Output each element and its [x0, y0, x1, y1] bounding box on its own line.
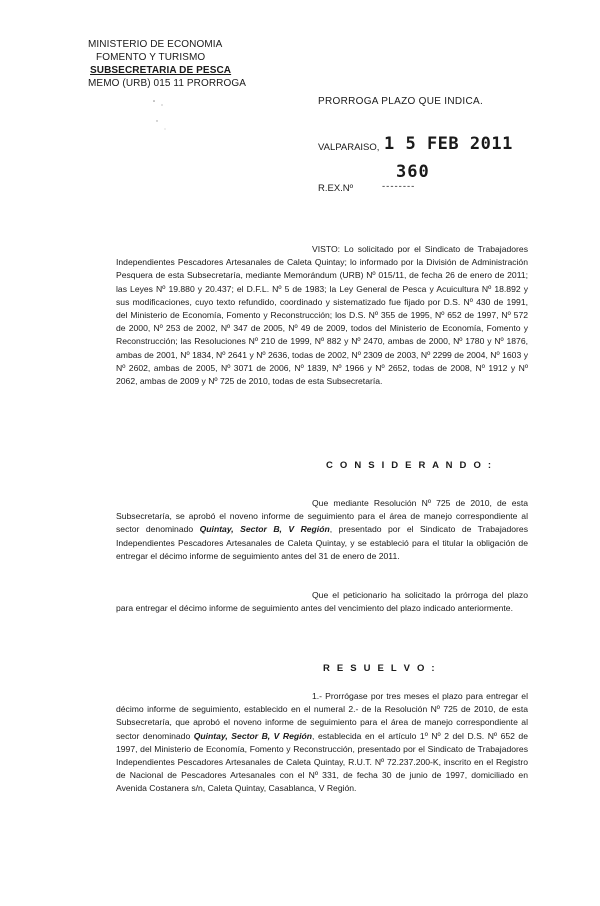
letterhead — [88, 38, 247, 90]
rex-blank-line: -------- — [382, 181, 416, 192]
date-stamp: 1 5 FEB 2011 — [384, 134, 513, 154]
ministry-subtitle: FOMENTO Y TURISMO — [96, 52, 206, 63]
resuelvo-paragraph-1: 1.- Prorrógase por tres meses el plazo para entregar el décimo informe de seguimiento, establecido en el numeral 2.- de la Resolución Nº 725 de 2010, de esta Subsecretaría, que aprobó el noveno informe de seguimiento para el área de manejo correspondiente al sector denominado Quintay, Sector B, V Región, establecida en el artículo 1º Nº 2 del D.S. Nº 652 de 1997, del Ministerio de Economía, Fomento y Reconstrucción, presentado por el Sindicato de Trabajadores Independientes Pescadores Artesanales de Caleta Quintay, R.U.T. Nº 72.237.200-K, inscrito en el Registro de Nacional de Pescadores Artesanales con el Nº 331, de fecha 30 de junio de 1997, domiciliado en Avenida Costanera s/n, Caleta Quintay, Casablanca, V Región. — [116, 691, 528, 794]
resuelvo-sector-name: Quintay, Sector B, V Región — [193, 730, 313, 741]
considerando-paragraph-1: Que mediante Resolución Nº 725 de 2010, de esta Subsecretaría, se aprobó el noveno informe de seguimiento para el área de manejo correspondiente al sector denominado Quintay, Sector B, V Región, presentado por el Sindicato de Trabajadores Independientes Pescadores Artesanales de Caleta Quintay, y se estableció para el titular la obligación de entregar el décimo informe de seguimiento antes del 31 de enero de 2011. — [116, 498, 528, 561]
resolution-number-stamp: 360 — [396, 162, 430, 182]
resuelvo-heading: R E S U E L V O : — [323, 663, 437, 674]
scan-specks — [150, 95, 170, 135]
subsecretaria-name: SUBSECRETARIA DE PESCA — [90, 65, 232, 76]
rex-label: R.EX.Nº — [318, 183, 354, 194]
ministry-name: MINISTERIO DE ECONOMIA — [88, 39, 223, 50]
considerando-heading: C O N S I D E R A N D O : — [326, 460, 494, 471]
considerando-paragraph-2: Que el peticionario ha solicitado la prórroga del plazo para entregar el décimo informe de seguimiento antes del vencimiento del plazo indicado anteriormente. — [116, 590, 528, 614]
memo-reference: MEMO (URB) 015 11 PRORROGA — [88, 78, 247, 89]
visto-text: Lo solicitado por el Sindicato de Trabajadores Independientes Pescadores Artesanales de Caleta Quintay; lo informado por la División de Administración Pesquera de esta Subsecretaría, mediante Memorándum (URB) Nº 015/11, de fecha 26 de enero de 2011; las Leyes Nº 19.880 y 20.437; el D.F.L. Nº 5 de 1983; la Ley General de Pesca y Acuicultura Nº 18.892 y sus modificaciones, cuyo texto refundido, coordinado y sistematizado fue fijado por D.S. Nº 430 de 1991, del Ministerio de Economía, Fomento y Reconstrucción; los D.S. Nº 355 de 1995, Nº 652 de 1997, Nº 572 de 2000, Nº 253 de 2002, Nº 347 de 2005, Nº 49 de 2009, todos del Ministerio de Economía, Fomento y Reconstrucción; las Resoluciones Nº 210 de 1999, Nº 882 y Nº 2470, ambas de 2000, Nº 1780 y Nº 1876, ambas de 2001, Nº 1834, Nº 2641 y Nº 2636, todas de 2002, Nº 2309 de 2003, Nº 2299 de 2004, Nº 1603 y Nº 2602, ambas de 2005, Nº 3071 de 2006, Nº 1839, Nº 1966 y Nº 2652, todas de 2008, Nº 1912 y Nº 2062, ambas de 2009 y Nº 725 de 2010, todas de esta Subsecretaría. — [116, 244, 528, 387]
document-subject: PRORROGA PLAZO QUE INDICA. — [318, 96, 484, 107]
sector-name: Quintay, Sector B, V Región — [199, 524, 330, 535]
place-label: VALPARAISO, — [318, 142, 380, 153]
visto-paragraph — [116, 243, 528, 388]
visto-lead: VISTO: — [312, 244, 341, 254]
